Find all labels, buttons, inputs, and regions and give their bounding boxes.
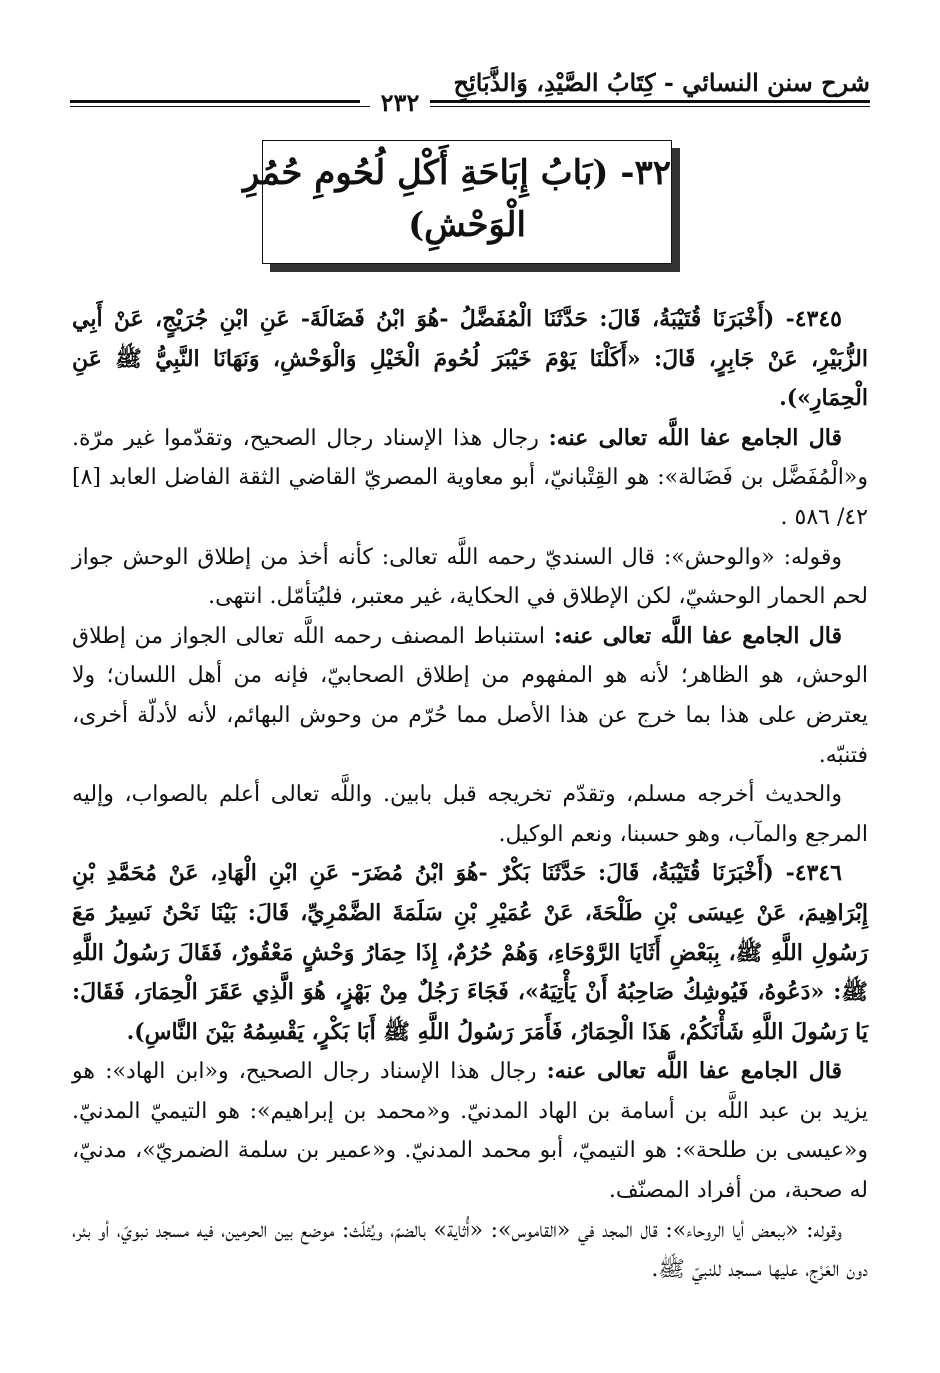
commentary-text: استنباط المصنف رحمه اللَّه تعالى الجواز من إطلاق الوحش، هو الظاهر؛ لأنه هو المفهوم من إطلاق الصحابيّ، فإنه من أهل اللسان؛ ولا يعترض على هذا بما خرج عن هذا الأصل مما حُرّم من وحوش البهائم، لأنه لأدلّة أخرى، فتنبّه.: [72, 623, 868, 768]
commentary-paragraph: [72, 419, 868, 538]
chapter-title-box: [243, 140, 672, 264]
commentary-text: رجال هذا الإسناد رجال الصحيح، وتقدّموا غير مرّة. و«الْمُفَضَّل بن فَضَالة»: هو القِتْبانيّ، أبو معاوية المصريّ القاضي الثقة الفاضل العابد [٨] ٤٢/ ٥٨٦ .: [72, 425, 868, 530]
commentary-lead: قال الجامع عفا اللَّه تعالى عنه:: [546, 1058, 842, 1085]
header-rule-left: [70, 100, 360, 103]
page-number: ٢٣٢: [370, 88, 430, 117]
commentary-paragraph: وقوله: «والوحش»: قال السنديّ رحمه اللَّه تعالى: كأنه أخذ من إطلاق الوحش جواز لحم الحمار الوحشيّ، لكن الإطلاق في الحكاية، غير معتبر، فليُتأمّل. انتهى.: [72, 544, 868, 610]
running-header: [70, 68, 870, 102]
commentary-paragraph: [72, 1052, 868, 1210]
running-title: شرح سنن النسائي - كِتَابُ الصَّيْدِ، وَالذَّبَائِحِ: [453, 68, 870, 97]
commentary-paragraph: [72, 617, 868, 775]
chapter-title-line-2: الْوَحْشِ): [408, 205, 526, 245]
commentary-paragraph: وقوله: «ببعض أيا الروحاء»: قال المجد في «القاموس»: «أُثاية» بالضمّ، ويُثلّث: موضع بين الحرمين، فيه مسجد نبويّ، أو بئر، دون العَرْج، عليها مسجد للنبيّ ﷺ.: [72, 1217, 868, 1283]
hadith-4345: ٤٣٤٥- (أَخْبَرَنَا قُتَيْبَةُ، قَالَ: حَدَّثَنَا الْمُفَضَّلُ -هُوَ ابْنُ فَضَالَةَ- عَنِ ابْنِ جُرَيْجٍ، عَنْ أَبِي الزُّبَيْرِ، عَنْ جَابِرٍ، قَالَ: «أَكَلْنَا يَوْمَ خَيْبَرَ لُحُومَ الْخَيْلِ وَالْوَحْشِ، وَنَهَانَا النَّبِيُّ ﷺ عَنِ الْحِمَارِ»).: [72, 306, 869, 412]
commentary-text: رجال هذا الإسناد رجال الصحيح، و«ابن الهاد»: هو يزيد بن عبد اللَّه بن أسامة بن الهاد المدنيّ. و«محمد بن إبراهيم»: هو التيميّ المدنيّ. و«عيسى بن طلحة»: هو التيميّ، أبو محمد المدنيّ. و«عمير بن سلمة الضمريّ»، مدنيّ، له صحبة، من أفراد المصنّف.: [72, 1059, 868, 1204]
hadith-4346: ٤٣٤٦- (أَخْبَرَنَا قُتَيْبَةُ، قَالَ: حَدَّثَنَا بَكْرٌ -هُوَ ابْنُ مُضَرَ- عَنِ ابْنِ الْهَادِ، عَنْ مُحَمَّدِ بْنِ إِبْرَاهِيمَ، عَنْ عِيسَى بْنِ طَلْحَةَ، عَنْ عُمَيْرِ بْنِ سَلَمَةَ الضَّمْرِيِّ، قَالَ: بَيْنَا نَحْنُ نَسِيرُ مَعَ رَسُولِ اللَّهِ ﷺ، بِبَعْضِ أَثَايَا الرَّوْحَاءِ، وَهُمْ حُرُمٌ، إِذَا حِمَارُ وَحْشٍ مَعْقُورٌ، فَقَالَ رَسُولُ اللَّهِ ﷺ: «دَعُوهُ، فَيُوشِكُ صَاحِبُهُ أَنْ يَأْتِيَهُ»، فَجَاءَ رَجُلٌ مِنْ بَهْزٍ، هُوَ الَّذِي عَقَرَ الْحِمَارَ، فَقَالَ: يَا رَسُولَ اللَّهِ شَأْنَكُمْ، هَذَا الْحِمَارُ، فَأَمَرَ رَسُولُ اللَّهِ ﷺ أَبَا بَكْرٍ، يَقْسِمُهُ بَيْنَ النَّاسِ).: [72, 860, 868, 1045]
commentary-lead: قال الجامع عفا اللَّه تعالى عنه:: [553, 622, 843, 649]
header-rule-right: [430, 100, 870, 103]
chapter-title-line-1: ٣٢- (بَابُ إِبَاحَةِ أَكْلِ لُحُومِ حُمُرِ: [243, 153, 671, 193]
commentary-lead: قال الجامع عفا اللَّه تعالى عنه:: [548, 424, 842, 451]
body-text: [72, 300, 868, 1290]
header-rule-thin: [70, 106, 870, 107]
commentary-paragraph: والحديث أخرجه مسلم، وتقدّم تخريجه قبل بابين. واللَّه تعالى أعلم بالصواب، وإليه المرجع والمآب، وهو حسبنا، ونعم الوكيل.: [72, 782, 868, 847]
